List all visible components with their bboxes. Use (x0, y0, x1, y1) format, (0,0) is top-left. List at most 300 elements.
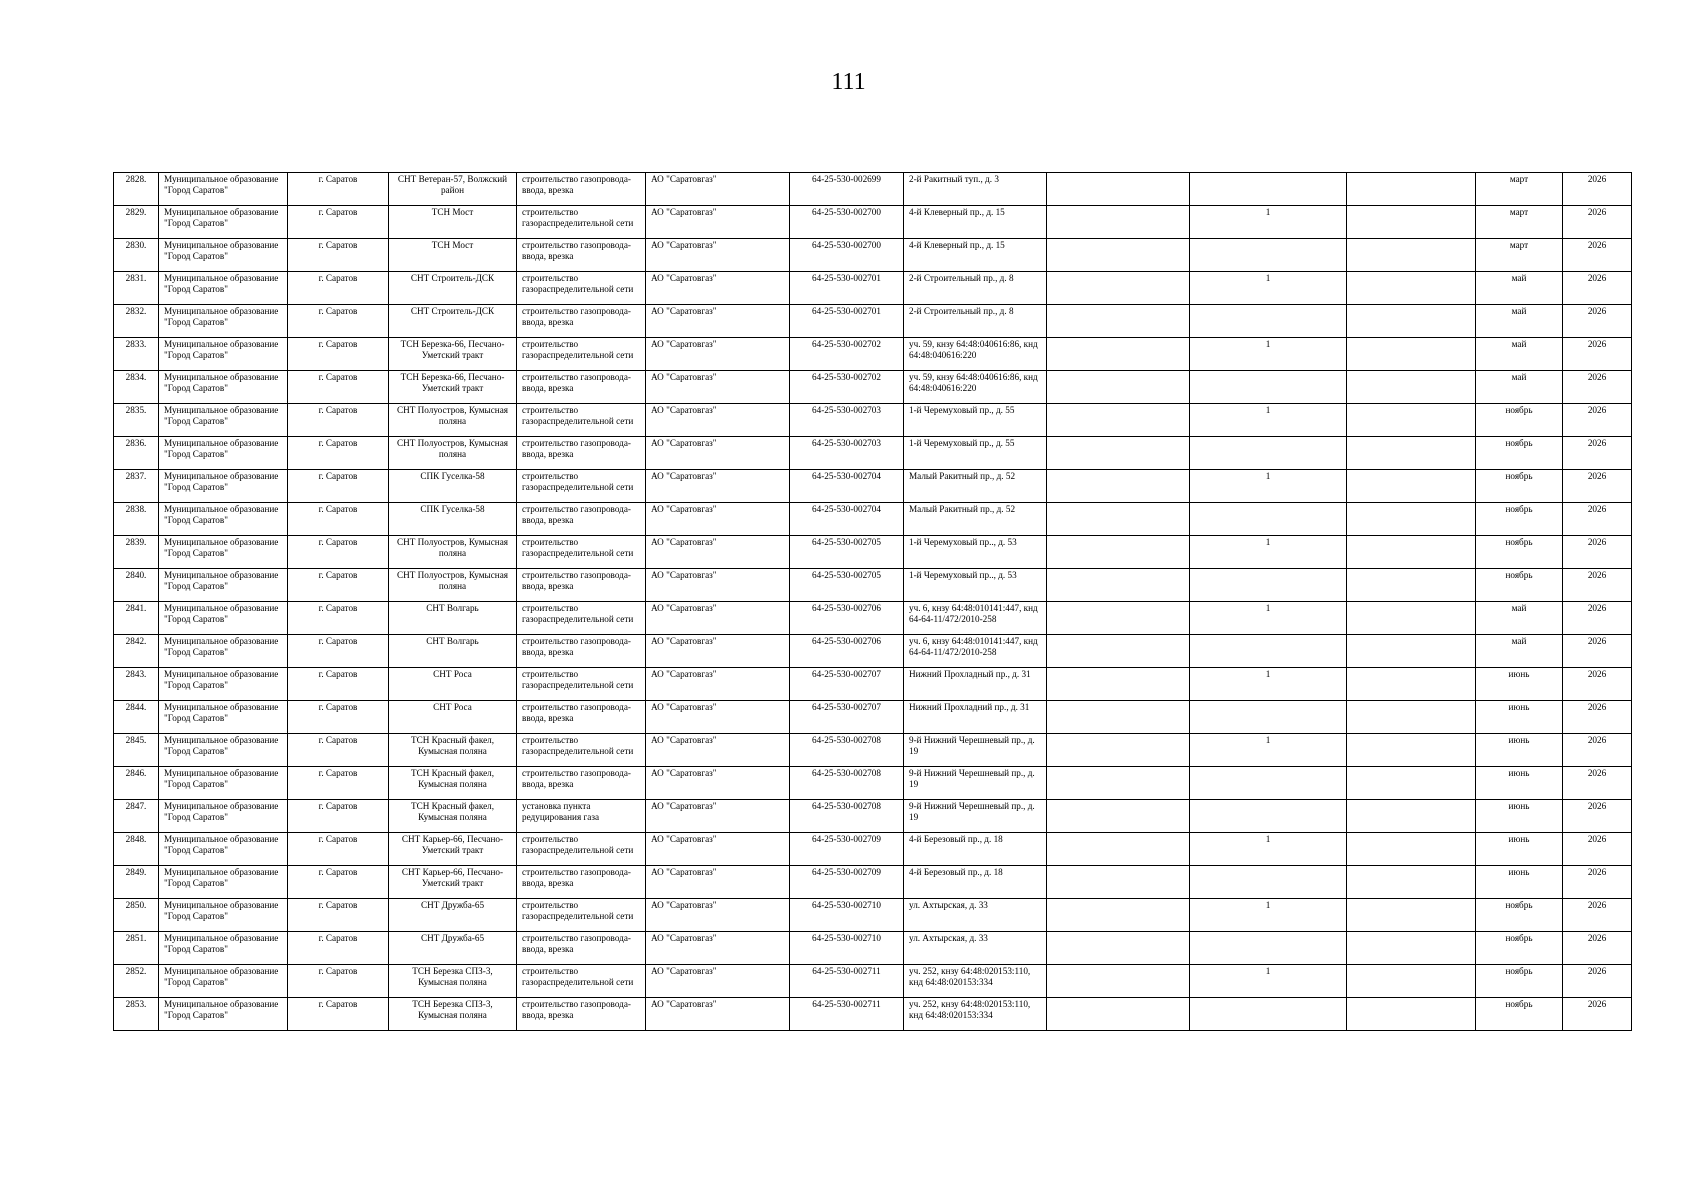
empty-cell-b (1347, 866, 1476, 899)
organization: АО "Саратовгаз" (646, 404, 790, 437)
object-name: ТСН Березка-66, Песчано-Уметский тракт (389, 338, 517, 371)
municipality: Муниципальное образование "Город Саратов" (159, 734, 288, 767)
work-type: строительство газораспределительной сети (517, 272, 646, 305)
organization: АО "Саратовгаз" (646, 437, 790, 470)
empty-cell-a (1047, 734, 1190, 767)
year: 2026 (1563, 932, 1632, 965)
empty-cell-b (1347, 668, 1476, 701)
row-number: 2838. (114, 503, 159, 536)
work-type: строительство газопровода-ввода, врезка (517, 866, 646, 899)
organization: АО "Саратовгаз" (646, 371, 790, 404)
municipality: Муниципальное образование "Город Саратов" (159, 503, 288, 536)
row-number: 2835. (114, 404, 159, 437)
table-row (114, 305, 1632, 338)
empty-cell-b (1347, 734, 1476, 767)
quantity: 1 (1190, 536, 1347, 569)
year: 2026 (1563, 833, 1632, 866)
object-name: СНТ Полуостров, Кумысная поляна (389, 437, 517, 470)
table-row (114, 635, 1632, 668)
work-type: строительство газораспределительной сети (517, 404, 646, 437)
locality: г. Саратов (288, 965, 389, 998)
year: 2026 (1563, 470, 1632, 503)
municipality: Муниципальное образование "Город Саратов" (159, 371, 288, 404)
locality: г. Саратов (288, 899, 389, 932)
empty-cell-b (1347, 272, 1476, 305)
year: 2026 (1563, 965, 1632, 998)
month: ноябрь (1476, 569, 1563, 602)
locality: г. Саратов (288, 734, 389, 767)
table-row (114, 569, 1632, 602)
table-row (114, 404, 1632, 437)
table-row (114, 437, 1632, 470)
organization: АО "Саратовгаз" (646, 965, 790, 998)
year: 2026 (1563, 701, 1632, 734)
address: 1-й Черемуховый пр.., д. 53 (904, 569, 1047, 602)
table-row (114, 173, 1632, 206)
work-type: строительство газораспределительной сети (517, 470, 646, 503)
object-code: 64-25-530-002706 (790, 602, 904, 635)
row-number: 2853. (114, 998, 159, 1031)
empty-cell-a (1047, 833, 1190, 866)
month: июнь (1476, 833, 1563, 866)
table-row (114, 998, 1632, 1031)
object-name: СНТ Волгарь (389, 602, 517, 635)
address: уч. 59, кнзу 64:48:040616:86, кнд 64:48:040616:220 (904, 371, 1047, 404)
organization: АО "Саратовгаз" (646, 338, 790, 371)
object-code: 64-25-530-002700 (790, 239, 904, 272)
organization: АО "Саратовгаз" (646, 536, 790, 569)
locality: г. Саратов (288, 437, 389, 470)
address: уч. 59, кнзу 64:48:040616:86, кнд 64:48:040616:220 (904, 338, 1047, 371)
empty-cell-b (1347, 239, 1476, 272)
work-type: строительство газопровода-ввода, врезка (517, 173, 646, 206)
municipality: Муниципальное образование "Город Саратов" (159, 239, 288, 272)
row-number: 2836. (114, 437, 159, 470)
work-type: строительство газораспределительной сети (517, 899, 646, 932)
quantity (1190, 503, 1347, 536)
object-name: СНТ Роса (389, 668, 517, 701)
year: 2026 (1563, 635, 1632, 668)
month: июнь (1476, 701, 1563, 734)
object-code: 64-25-530-002710 (790, 899, 904, 932)
work-type: строительство газопровода-ввода, врезка (517, 569, 646, 602)
table-row (114, 866, 1632, 899)
year: 2026 (1563, 173, 1632, 206)
year: 2026 (1563, 305, 1632, 338)
empty-cell-a (1047, 206, 1190, 239)
year: 2026 (1563, 767, 1632, 800)
work-type: установка пункта редуцирования газа (517, 800, 646, 833)
month: ноябрь (1476, 965, 1563, 998)
municipality: Муниципальное образование "Город Саратов" (159, 833, 288, 866)
row-number: 2830. (114, 239, 159, 272)
year: 2026 (1563, 668, 1632, 701)
row-number: 2847. (114, 800, 159, 833)
object-name: ТСН Березка СПЗ-3, Кумысная поляна (389, 965, 517, 998)
object-name: СПК Гуселка-58 (389, 503, 517, 536)
row-number: 2829. (114, 206, 159, 239)
municipality: Муниципальное образование "Город Саратов" (159, 569, 288, 602)
organization: АО "Саратовгаз" (646, 899, 790, 932)
empty-cell-b (1347, 404, 1476, 437)
object-code: 64-25-530-002711 (790, 998, 904, 1031)
quantity (1190, 998, 1347, 1031)
empty-cell-b (1347, 470, 1476, 503)
address: 4-й Клеверный пр., д. 15 (904, 206, 1047, 239)
work-type: строительство газопровода-ввода, врезка (517, 701, 646, 734)
quantity: 1 (1190, 404, 1347, 437)
month: ноябрь (1476, 998, 1563, 1031)
empty-cell-b (1347, 998, 1476, 1031)
row-number: 2848. (114, 833, 159, 866)
locality: г. Саратов (288, 239, 389, 272)
object-code: 64-25-530-002711 (790, 965, 904, 998)
quantity: 1 (1190, 602, 1347, 635)
organization: АО "Саратовгаз" (646, 239, 790, 272)
object-name: ТСН Мост (389, 239, 517, 272)
quantity (1190, 305, 1347, 338)
municipality: Муниципальное образование "Город Саратов" (159, 998, 288, 1031)
empty-cell-a (1047, 272, 1190, 305)
row-number: 2851. (114, 932, 159, 965)
organization: АО "Саратовгаз" (646, 470, 790, 503)
row-number: 2837. (114, 470, 159, 503)
empty-cell-a (1047, 767, 1190, 800)
municipality: Муниципальное образование "Город Саратов" (159, 338, 288, 371)
quantity (1190, 932, 1347, 965)
object-name: ТСН Мост (389, 206, 517, 239)
empty-cell-b (1347, 371, 1476, 404)
address: 2-й Строительный пр., д. 8 (904, 305, 1047, 338)
row-number: 2833. (114, 338, 159, 371)
municipality: Муниципальное образование "Город Саратов" (159, 536, 288, 569)
quantity (1190, 239, 1347, 272)
address: уч. 252, кнзу 64:48:020153:110, кнд 64:48:020153:334 (904, 965, 1047, 998)
organization: АО "Саратовгаз" (646, 305, 790, 338)
month: май (1476, 635, 1563, 668)
page-number: 111 (831, 69, 866, 95)
locality: г. Саратов (288, 767, 389, 800)
quantity (1190, 371, 1347, 404)
object-name: СНТ Дружба-65 (389, 899, 517, 932)
quantity: 1 (1190, 470, 1347, 503)
locality: г. Саратов (288, 338, 389, 371)
organization: АО "Саратовгаз" (646, 701, 790, 734)
work-type: строительство газопровода-ввода, врезка (517, 767, 646, 800)
quantity (1190, 800, 1347, 833)
table-row (114, 932, 1632, 965)
municipality: Муниципальное образование "Город Саратов" (159, 668, 288, 701)
object-name: СНТ Карьер-66, Песчано-Уметский тракт (389, 866, 517, 899)
empty-cell-a (1047, 932, 1190, 965)
empty-cell-b (1347, 899, 1476, 932)
table-row (114, 536, 1632, 569)
locality: г. Саратов (288, 272, 389, 305)
month: июнь (1476, 800, 1563, 833)
row-number: 2845. (114, 734, 159, 767)
object-code: 64-25-530-002709 (790, 866, 904, 899)
work-type: строительство газораспределительной сети (517, 668, 646, 701)
address: Нижний Прохладний пр., д. 31 (904, 701, 1047, 734)
empty-cell-a (1047, 569, 1190, 602)
table-row (114, 734, 1632, 767)
locality: г. Саратов (288, 470, 389, 503)
address: Малый Ракитный пр., д. 52 (904, 503, 1047, 536)
locality: г. Саратов (288, 800, 389, 833)
month: ноябрь (1476, 899, 1563, 932)
locality: г. Саратов (288, 404, 389, 437)
month: ноябрь (1476, 503, 1563, 536)
row-number: 2841. (114, 602, 159, 635)
municipality: Муниципальное образование "Город Саратов" (159, 470, 288, 503)
object-code: 64-25-530-002707 (790, 701, 904, 734)
organization: АО "Саратовгаз" (646, 932, 790, 965)
object-name: ТСН Красный факел, Кумысная поляна (389, 734, 517, 767)
month: июнь (1476, 866, 1563, 899)
month: март (1476, 173, 1563, 206)
empty-cell-a (1047, 536, 1190, 569)
month: июнь (1476, 668, 1563, 701)
empty-cell-a (1047, 437, 1190, 470)
work-type: строительство газораспределительной сети (517, 602, 646, 635)
address: 2-й Ракитный туп., д. 3 (904, 173, 1047, 206)
year: 2026 (1563, 206, 1632, 239)
address: Малый Ракитный пр., д. 52 (904, 470, 1047, 503)
organization: АО "Саратовгаз" (646, 998, 790, 1031)
object-code: 64-25-530-002699 (790, 173, 904, 206)
month: ноябрь (1476, 470, 1563, 503)
municipality: Муниципальное образование "Город Саратов" (159, 635, 288, 668)
empty-cell-b (1347, 503, 1476, 536)
quantity: 1 (1190, 833, 1347, 866)
object-code: 64-25-530-002709 (790, 833, 904, 866)
empty-cell-a (1047, 470, 1190, 503)
object-name: ТСН Красный факел, Кумысная поляна (389, 767, 517, 800)
year: 2026 (1563, 536, 1632, 569)
locality: г. Саратов (288, 833, 389, 866)
object-code: 64-25-530-002708 (790, 800, 904, 833)
empty-cell-a (1047, 338, 1190, 371)
table-row (114, 338, 1632, 371)
table-row (114, 206, 1632, 239)
quantity: 1 (1190, 965, 1347, 998)
table-row (114, 899, 1632, 932)
organization: АО "Саратовгаз" (646, 635, 790, 668)
object-name: СНТ Ветеран-57, Волжский район (389, 173, 517, 206)
empty-cell-a (1047, 239, 1190, 272)
empty-cell-a (1047, 305, 1190, 338)
object-code: 64-25-530-002701 (790, 272, 904, 305)
address: Нижний Прохладный пр., д. 31 (904, 668, 1047, 701)
quantity: 1 (1190, 899, 1347, 932)
work-type: строительство газораспределительной сети (517, 833, 646, 866)
table-row (114, 503, 1632, 536)
month: май (1476, 371, 1563, 404)
organization: АО "Саратовгаз" (646, 734, 790, 767)
work-type: строительство газопровода-ввода, врезка (517, 305, 646, 338)
gasification-table (113, 172, 1632, 1031)
row-number: 2832. (114, 305, 159, 338)
object-name: ТСН Березка СПЗ-3, Кумысная поляна (389, 998, 517, 1031)
work-type: строительство газопровода-ввода, врезка (517, 437, 646, 470)
month: июнь (1476, 767, 1563, 800)
row-number: 2850. (114, 899, 159, 932)
organization: АО "Саратовгаз" (646, 602, 790, 635)
object-code: 64-25-530-002702 (790, 371, 904, 404)
month: май (1476, 272, 1563, 305)
municipality: Муниципальное образование "Город Саратов" (159, 437, 288, 470)
object-name: СНТ Карьер-66, Песчано-Уметский тракт (389, 833, 517, 866)
empty-cell-b (1347, 602, 1476, 635)
work-type: строительство газопровода-ввода, врезка (517, 371, 646, 404)
table-row (114, 602, 1632, 635)
organization: АО "Саратовгаз" (646, 569, 790, 602)
month: ноябрь (1476, 437, 1563, 470)
municipality: Муниципальное образование "Город Саратов" (159, 800, 288, 833)
object-name: СНТ Полуостров, Кумысная поляна (389, 569, 517, 602)
work-type: строительство газораспределительной сети (517, 734, 646, 767)
quantity (1190, 866, 1347, 899)
row-number: 2840. (114, 569, 159, 602)
address: 2-й Строительный пр., д. 8 (904, 272, 1047, 305)
work-type: строительство газопровода-ввода, врезка (517, 503, 646, 536)
municipality: Муниципальное образование "Город Саратов" (159, 272, 288, 305)
address: уч. 252, кнзу 64:48:020153:110, кнд 64:48:020153:334 (904, 998, 1047, 1031)
year: 2026 (1563, 338, 1632, 371)
row-number: 2839. (114, 536, 159, 569)
municipality: Муниципальное образование "Город Саратов" (159, 965, 288, 998)
row-number: 2844. (114, 701, 159, 734)
table-row (114, 470, 1632, 503)
table-row (114, 701, 1632, 734)
empty-cell-b (1347, 569, 1476, 602)
year: 2026 (1563, 866, 1632, 899)
address: 4-й Березовый пр., д. 18 (904, 833, 1047, 866)
table-row (114, 965, 1632, 998)
address: уч. 6, кнзу 64:48:010141:447, кнд 64-64-11/472/2010-258 (904, 635, 1047, 668)
object-code: 64-25-530-002705 (790, 536, 904, 569)
table-row (114, 833, 1632, 866)
empty-cell-a (1047, 503, 1190, 536)
year: 2026 (1563, 800, 1632, 833)
object-code: 64-25-530-002710 (790, 932, 904, 965)
empty-cell-b (1347, 305, 1476, 338)
object-name: СНТ Роса (389, 701, 517, 734)
object-code: 64-25-530-002702 (790, 338, 904, 371)
table-row (114, 767, 1632, 800)
empty-cell-a (1047, 866, 1190, 899)
quantity: 1 (1190, 206, 1347, 239)
quantity (1190, 437, 1347, 470)
municipality: Муниципальное образование "Город Саратов" (159, 701, 288, 734)
empty-cell-a (1047, 173, 1190, 206)
organization: АО "Саратовгаз" (646, 668, 790, 701)
object-name: СНТ Полуостров, Кумысная поляна (389, 536, 517, 569)
object-code: 64-25-530-002708 (790, 767, 904, 800)
organization: АО "Саратовгаз" (646, 173, 790, 206)
object-code: 64-25-530-002704 (790, 470, 904, 503)
month: май (1476, 602, 1563, 635)
row-number: 2828. (114, 173, 159, 206)
quantity (1190, 635, 1347, 668)
organization: АО "Саратовгаз" (646, 272, 790, 305)
address: 9-й Нижний Черешневый пр., д. 19 (904, 767, 1047, 800)
locality: г. Саратов (288, 536, 389, 569)
object-name: СПК Гуселка-58 (389, 470, 517, 503)
work-type: строительство газопровода-ввода, врезка (517, 239, 646, 272)
object-name: ТСН Красный факел, Кумысная поляна (389, 800, 517, 833)
row-number: 2852. (114, 965, 159, 998)
month: май (1476, 305, 1563, 338)
object-code: 64-25-530-002701 (790, 305, 904, 338)
municipality: Муниципальное образование "Город Саратов" (159, 899, 288, 932)
year: 2026 (1563, 569, 1632, 602)
empty-cell-a (1047, 701, 1190, 734)
year: 2026 (1563, 404, 1632, 437)
locality: г. Саратов (288, 569, 389, 602)
empty-cell-b (1347, 338, 1476, 371)
table-row (114, 800, 1632, 833)
organization: АО "Саратовгаз" (646, 833, 790, 866)
organization: АО "Саратовгаз" (646, 767, 790, 800)
year: 2026 (1563, 602, 1632, 635)
year: 2026 (1563, 998, 1632, 1031)
month: ноябрь (1476, 932, 1563, 965)
object-code: 64-25-530-002708 (790, 734, 904, 767)
quantity: 1 (1190, 734, 1347, 767)
municipality: Муниципальное образование "Город Саратов" (159, 767, 288, 800)
object-name: ТСН Березка-66, Песчано-Уметский тракт (389, 371, 517, 404)
object-name: СНТ Строитель-ДСК (389, 272, 517, 305)
empty-cell-b (1347, 965, 1476, 998)
month: март (1476, 206, 1563, 239)
quantity: 1 (1190, 272, 1347, 305)
address: 4-й Клеверный пр., д. 15 (904, 239, 1047, 272)
row-number: 2834. (114, 371, 159, 404)
work-type: строительство газопровода-ввода, врезка (517, 635, 646, 668)
locality: г. Саратов (288, 206, 389, 239)
organization: АО "Саратовгаз" (646, 206, 790, 239)
organization: АО "Саратовгаз" (646, 503, 790, 536)
quantity (1190, 173, 1347, 206)
quantity: 1 (1190, 668, 1347, 701)
municipality: Муниципальное образование "Город Саратов" (159, 866, 288, 899)
locality: г. Саратов (288, 932, 389, 965)
year: 2026 (1563, 503, 1632, 536)
row-number: 2849. (114, 866, 159, 899)
address: 1-й Черемуховый пр., д. 55 (904, 437, 1047, 470)
locality: г. Саратов (288, 701, 389, 734)
table-row (114, 239, 1632, 272)
municipality: Муниципальное образование "Город Саратов" (159, 602, 288, 635)
empty-cell-b (1347, 833, 1476, 866)
organization: АО "Саратовгаз" (646, 800, 790, 833)
empty-cell-a (1047, 965, 1190, 998)
locality: г. Саратов (288, 635, 389, 668)
locality: г. Саратов (288, 866, 389, 899)
object-code: 64-25-530-002703 (790, 437, 904, 470)
work-type: строительство газораспределительной сети (517, 965, 646, 998)
municipality: Муниципальное образование "Город Саратов" (159, 932, 288, 965)
year: 2026 (1563, 437, 1632, 470)
locality: г. Саратов (288, 602, 389, 635)
address: 4-й Березовый пр., д. 18 (904, 866, 1047, 899)
year: 2026 (1563, 371, 1632, 404)
organization: АО "Саратовгаз" (646, 866, 790, 899)
month: март (1476, 239, 1563, 272)
empty-cell-a (1047, 635, 1190, 668)
year: 2026 (1563, 734, 1632, 767)
